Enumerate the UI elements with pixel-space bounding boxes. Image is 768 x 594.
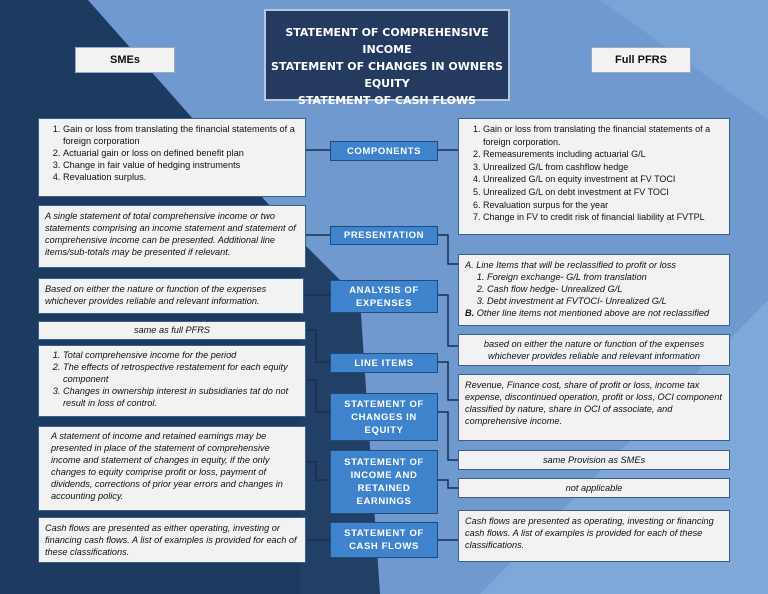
pfrs-analysis-box: based on either the nature or function of the expenses whichever provides reliable and relevant information: [458, 334, 730, 366]
list-item: 1. Foreign exchange- G/L from translation: [487, 271, 723, 283]
list-item: 2. Cash flow hedge- Unrealized G/L: [487, 283, 723, 295]
list-item: 1. Gain or loss from translating the financial statements of a foreign corporation.: [483, 123, 723, 148]
pfrs-changes-equity-box: same Provision as SMEs: [458, 450, 730, 470]
list-item: 3. Changes in ownership interest in subsidiaries tat do not result in loss of control.: [63, 385, 299, 409]
smes-income-retained-box: A statement of income and retained earnings may be presented in place of the statement of comprehensive income and statement of changes in equity, if the only changes to equity comprise profit or loss, payment of dividends, corrections of prior year errors and changes in accounting policy.: [38, 426, 306, 511]
components-label: COMPONENTS: [330, 141, 438, 161]
pfrs-line-items-box: Revenue, Finance cost, share of profit or loss, income tax expense, discontinued operation, profit or loss, OCI component classified by nature, share in OCI of associate, and comprehensive income.: [458, 374, 730, 441]
presentation-a: [465, 259, 723, 271]
list-item: 3. Change in fair value of hedging instruments: [63, 159, 299, 171]
list-item: 2. Remeasurements including actuarial G/L: [483, 148, 723, 161]
presentation-a-text: Line Items that will be reclassified to profit or loss: [476, 260, 676, 270]
title-line-3: STATEMENT OF CASH FLOWS: [297, 94, 477, 107]
list-item: 2. Actuarial gain or loss on defined benefit plan: [63, 147, 299, 159]
statement-of-cash-flows-label: STATEMENT OF CASH FLOWS: [330, 522, 438, 558]
pfrs-cash-flows-box: Cash flows are presented as operating, investing or financing cash flows. A list of examples is provided for each of these classifications.: [458, 510, 730, 562]
smes-analysis-box: Based on either the nature or function of the expenses whichever provides reliable and relevant information.: [38, 278, 304, 314]
presentation-label: PRESENTATION: [330, 226, 438, 245]
pfrs-income-retained-box: not applicable: [458, 478, 730, 498]
page-title: [264, 9, 510, 107]
list-item: 4. Unrealized G/L on equity investment at FV TOCI: [483, 173, 723, 186]
list-item: 7. Change in FV to credit risk of financial liability at FVTPL: [483, 211, 723, 224]
statement-of-income-and-retained-earnings-label: STATEMENT OF INCOME AND RETAINED EARNINGS: [330, 450, 438, 514]
list-item: 5. Unrealized G/L on debt investment at FV TOCI: [483, 186, 723, 199]
smes-changes-equity-list: [45, 349, 299, 409]
presentation-b-text: Other line items not mentioned above are not reclassified: [476, 308, 710, 318]
presentation-b: [465, 307, 723, 319]
smes-presentation-box: A single statement of total comprehensive income or two statements comprising an income statement and statement of comprehensive income can be presented. Additional line items/sub-totals may be presented if relevant.: [38, 205, 306, 268]
presentation-a-list: [465, 271, 723, 307]
title-line-2: STATEMENT OF CHANGES IN OWNERS EQUITY: [271, 60, 503, 90]
presentation-a-label: A.: [465, 260, 474, 270]
pfrs-components-list: [465, 123, 723, 224]
pfrs-components-box: [458, 118, 730, 235]
list-item: 3. Unrealized G/L from cashflow hedge: [483, 161, 723, 174]
list-item: 1. Gain or loss from translating the financial statements of a foreign corporation: [63, 123, 299, 147]
smes-components-list: [45, 123, 299, 183]
smes-cash-flows-box: Cash flows are presented as either operating, investing or financing cash flows. A list of examples is provided for each of these classifications.: [38, 517, 306, 563]
statement-of-changes-in-equity-label: STATEMENT OF CHANGES IN EQUITY: [330, 393, 438, 441]
smes-line-items-box: same as full PFRS: [38, 321, 306, 340]
list-item: 3. Debt investment at FVTOCI- Unrealized G/L: [487, 295, 723, 307]
title-line-1: STATEMENT OF COMPREHENSIVE INCOME: [285, 26, 489, 56]
smes-tag: SMEs: [75, 47, 175, 73]
line-items-label: LINE ITEMS: [330, 353, 438, 373]
analysis-of-expenses-label: ANALYSIS OF EXPENSES: [330, 280, 438, 313]
pfrs-presentation-box: [458, 254, 730, 326]
smes-components-box: [38, 118, 306, 197]
list-item: 4. Revaluation surplus.: [63, 171, 299, 183]
list-item: 6. Revaluation surpus for the year: [483, 199, 723, 212]
smes-changes-equity-box: [38, 345, 306, 417]
presentation-b-label: B.: [465, 308, 475, 318]
list-item: 2. The effects of retrospective restatement for each equity component: [63, 361, 299, 385]
full-pfrs-tag: Full PFRS: [591, 47, 691, 73]
list-item: 1. Total comprehensive income for the period: [63, 349, 299, 361]
